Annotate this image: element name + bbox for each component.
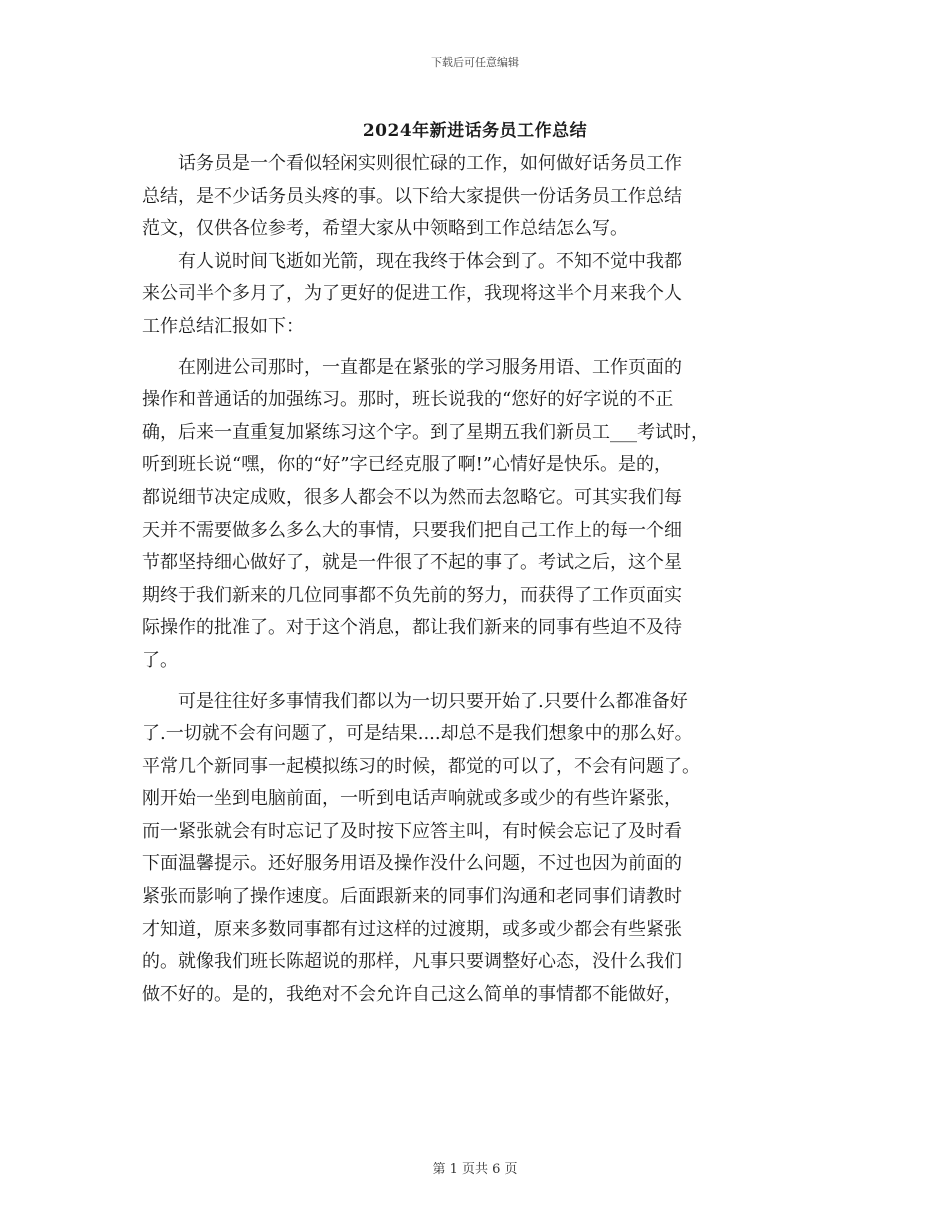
text-line: 听到班长说“嘿，你的“好”字已经克服了啊!”心情好是快乐。是的， bbox=[142, 454, 673, 476]
text-line: 确，后来一直重复加紧练习这个字。到了星期五我们新员工___考试时， bbox=[142, 421, 709, 443]
document-body bbox=[142, 148, 818, 1011]
text-line: 话务员是一个看似轻闲实则很忙碌的工作，如何做好话务员工作 bbox=[142, 153, 682, 174]
page-footer: 第 1 页共 6 页 bbox=[432, 1162, 518, 1177]
text-line: 都说细节决定成败，很多人都会不以为然而去忽略它。可其实我们每 bbox=[142, 486, 682, 508]
text-line: 际操作的批准了。对于这个消息，都让我们新来的同事有些迫不及待 bbox=[142, 617, 682, 639]
page-header: 下载后可任意编辑 bbox=[431, 56, 519, 69]
text-line: 总结，是不少话务员头疼的事。以下给大家提供一份话务员工作总结 bbox=[142, 185, 682, 207]
text-line: 天并不需要做多么多么大的事情，只要我们把自己工作上的每一个细 bbox=[142, 519, 682, 541]
text-line: 在刚进公司那时，一直都是在紧张的学习服务用语、工作页面的 bbox=[142, 356, 682, 378]
text-line: 有人说时间飞逝如光箭，现在我终于体会到了。不知不觉中我都 bbox=[142, 250, 682, 272]
text-line: 下面温馨提示。还好服务用语及操作没什么问题，不过也因为前面的 bbox=[142, 853, 682, 875]
document-title: 2024年新进话务员工作总结 bbox=[362, 121, 588, 141]
text-line: 刚开始一坐到电脑前面，一听到电话声响就或多或少的有些许紧张， bbox=[142, 788, 682, 810]
text-line: 做不好的。是的，我绝对不会允许自己这么简单的事情都不能做好， bbox=[142, 983, 682, 1005]
text-line: 范文，仅供各位参考，希望大家从中领略到工作总结怎么写。 bbox=[142, 218, 628, 240]
text-line: 的。就像我们班长陈超说的那样，凡事只要调整好心态，没什么我们 bbox=[142, 951, 682, 973]
text-line: 来公司半个多月了，为了更好的促进工作，我现将这半个月来我个人 bbox=[142, 283, 682, 305]
text-line: 而一紧张就会有时忘记了及时按下应答主叫，有时候会忘记了及时看 bbox=[142, 820, 682, 842]
text-line: 紧张而影响了操作速度。后面跟新来的同事们沟通和老同事们请教时 bbox=[142, 886, 682, 908]
text-line: 操作和普通话的加强练习。那时，班长说我的“您好的好字说的不正 bbox=[142, 389, 674, 411]
text-line: 才知道，原来多数同事都有过这样的过渡期，或多或少都会有些紧张 bbox=[142, 918, 682, 940]
text-line: 平常几个新同事一起模拟练习的时候，都觉的可以了，不会有问题了。 bbox=[142, 755, 700, 777]
text-line: 可是往往好多事情我们都以为一切只要开始了.只要什么都准备好 bbox=[142, 690, 688, 712]
text-line: 节都坚持细心做好了，就是一件很了不起的事了。考试之后，这个星 bbox=[142, 552, 682, 574]
text-line: 了.一切就不会有问题了，可是结果....却总不是我们想象中的那么好。 bbox=[142, 723, 693, 745]
text-line: 期终于我们新来的几位同事都不负先前的努力，而获得了工作页面实 bbox=[142, 584, 682, 606]
text-line: 了。 bbox=[142, 649, 178, 671]
text-line: 工作总结汇报如下： bbox=[142, 315, 304, 337]
